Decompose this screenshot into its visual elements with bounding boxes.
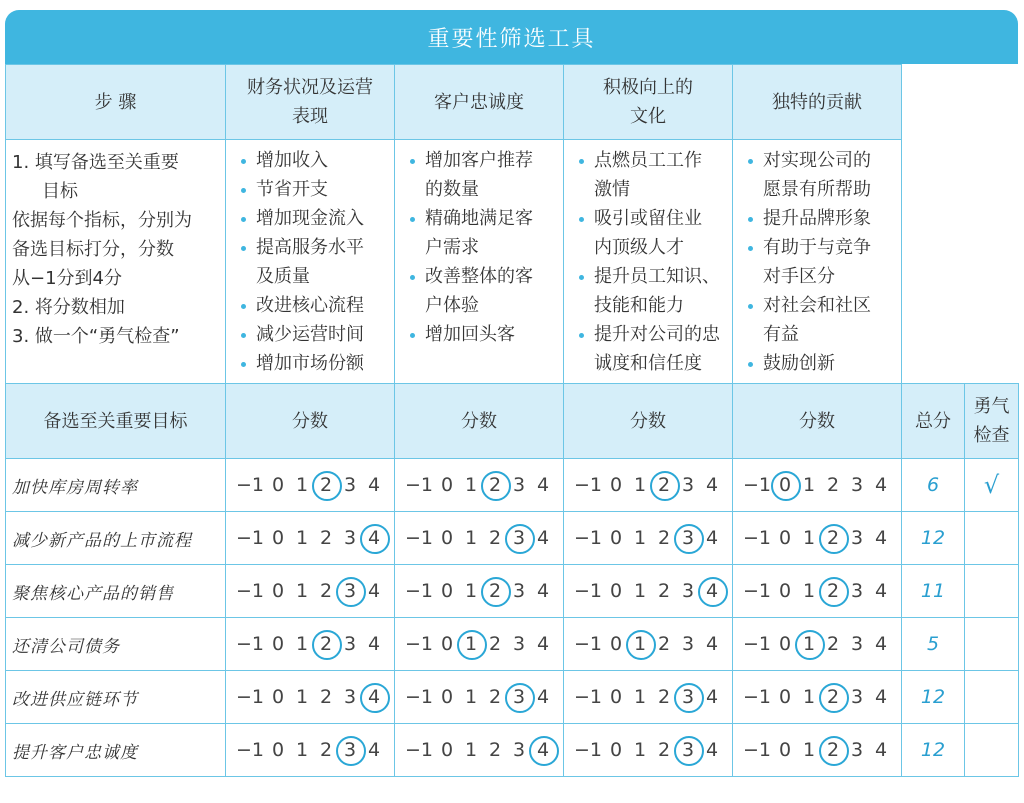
bullet-item: 节省开支 xyxy=(236,175,394,204)
courage-check-cell[interactable] xyxy=(965,565,1019,618)
score-option[interactable]: 3 xyxy=(681,633,695,655)
score-option[interactable]: 4 xyxy=(874,527,888,549)
bullets-loyalty xyxy=(395,140,564,384)
score-option-selected[interactable]: 4 xyxy=(531,739,555,761)
score-option[interactable]: 0 xyxy=(440,739,454,761)
score-option[interactable]: −1 xyxy=(235,739,264,761)
score-cell xyxy=(564,512,733,565)
score-option[interactable]: 1 xyxy=(464,580,478,602)
score-option[interactable]: 0 xyxy=(271,474,285,496)
score-option[interactable]: 1 xyxy=(464,686,478,708)
score-option[interactable]: 0 xyxy=(271,580,285,602)
courage-check-cell[interactable] xyxy=(965,724,1019,777)
score-option[interactable]: 4 xyxy=(874,633,888,655)
score-option[interactable]: 1 xyxy=(295,633,309,655)
total-cell: 12 xyxy=(902,671,965,724)
score-option[interactable]: 2 xyxy=(657,580,671,602)
score-rows xyxy=(6,459,1019,777)
bullet-item-continued: 愿景有所帮助 xyxy=(763,179,871,200)
score-option[interactable]: 3 xyxy=(850,527,864,549)
score-option[interactable]: 1 xyxy=(633,474,647,496)
score-scale xyxy=(733,686,901,708)
score-option-selected[interactable]: 4 xyxy=(362,686,386,708)
score-option[interactable]: 0 xyxy=(778,686,792,708)
score-cell xyxy=(226,724,395,777)
score-option[interactable]: 0 xyxy=(778,580,792,602)
score-option[interactable]: 1 xyxy=(633,580,647,602)
bullet-item: 提高服务水平 xyxy=(236,233,394,262)
bullet-item: 点燃员工工作 xyxy=(574,146,732,175)
score-option[interactable]: 1 xyxy=(464,739,478,761)
score-cell xyxy=(733,671,902,724)
score-option[interactable]: −1 xyxy=(404,633,433,655)
score-option-selected[interactable]: 4 xyxy=(362,527,386,549)
step-line: 备选目标打分，分数 xyxy=(12,239,174,260)
score-option[interactable]: 0 xyxy=(609,739,623,761)
score-option[interactable]: 1 xyxy=(295,739,309,761)
header-line: 表现 xyxy=(292,106,328,127)
score-option[interactable]: 1 xyxy=(802,739,816,761)
score-option-selected[interactable]: 4 xyxy=(700,580,724,602)
bullet-item: 增加收入 xyxy=(236,146,394,175)
score-scale xyxy=(564,580,732,602)
score-option[interactable]: 3 xyxy=(850,474,864,496)
courage-check-header xyxy=(965,384,1019,459)
score-option[interactable]: −1 xyxy=(235,527,264,549)
goal-cell: 还清公司债务 xyxy=(6,618,226,671)
score-option[interactable]: 4 xyxy=(536,633,550,655)
score-option[interactable]: 1 xyxy=(802,686,816,708)
step-line: 从−1分到4分 xyxy=(12,268,122,289)
bullet-item: 增加市场份额 xyxy=(236,349,394,378)
score-option[interactable]: 3 xyxy=(343,474,357,496)
steps-cell xyxy=(6,140,226,384)
score-scale xyxy=(564,527,732,549)
blank-area xyxy=(902,65,1019,384)
score-option[interactable]: 0 xyxy=(440,580,454,602)
screening-table xyxy=(5,64,1019,777)
score-option[interactable]: −1 xyxy=(404,580,433,602)
score-option[interactable]: 1 xyxy=(464,527,478,549)
header-line: 检查 xyxy=(973,425,1010,446)
score-cell xyxy=(395,512,564,565)
score-option[interactable]: 0 xyxy=(609,633,623,655)
score-cell xyxy=(395,671,564,724)
bullet-item: 精确地满足客 xyxy=(405,204,563,233)
score-option[interactable]: 3 xyxy=(512,739,526,761)
goal-cell: 改进供应链环节 xyxy=(6,671,226,724)
score-option[interactable]: 2 xyxy=(319,686,333,708)
score-option[interactable]: −1 xyxy=(235,474,264,496)
score-option[interactable]: 3 xyxy=(512,580,526,602)
score-cell xyxy=(226,459,395,512)
score-option-selected[interactable]: 0 xyxy=(773,474,797,496)
goal-cell: 提升客户忠诚度 xyxy=(6,724,226,777)
score-option[interactable]: 2 xyxy=(319,527,333,549)
score-option-selected[interactable]: 2 xyxy=(483,474,507,496)
score-scale xyxy=(564,474,732,496)
score-option[interactable]: −1 xyxy=(235,580,264,602)
score-option[interactable]: 1 xyxy=(295,580,309,602)
score-scale xyxy=(395,633,563,655)
bullet-item-continued: 有益 xyxy=(763,324,799,345)
score-option[interactable]: 2 xyxy=(488,739,502,761)
score-header: 分数 xyxy=(564,384,733,459)
score-option[interactable]: 3 xyxy=(850,580,864,602)
courage-check-cell[interactable] xyxy=(965,618,1019,671)
score-option-selected[interactable]: 3 xyxy=(676,686,700,708)
goal-cell: 加快库房周转率 xyxy=(6,459,226,512)
score-option[interactable]: 0 xyxy=(271,739,285,761)
score-header: 分数 xyxy=(733,384,902,459)
score-scale xyxy=(564,686,732,708)
score-option[interactable]: 4 xyxy=(536,686,550,708)
score-option[interactable]: 0 xyxy=(609,580,623,602)
score-option[interactable]: −1 xyxy=(573,580,602,602)
score-scale xyxy=(733,580,901,602)
score-scale xyxy=(226,527,394,549)
score-option[interactable]: 0 xyxy=(778,739,792,761)
score-option[interactable]: 0 xyxy=(778,633,792,655)
score-option[interactable]: 4 xyxy=(874,686,888,708)
score-cell xyxy=(733,724,902,777)
bullet-item: 改善整体的客 xyxy=(405,262,563,291)
total-cell: 5 xyxy=(902,618,965,671)
score-option[interactable]: 1 xyxy=(802,580,816,602)
score-option[interactable]: −1 xyxy=(404,527,433,549)
score-option[interactable]: 4 xyxy=(705,686,719,708)
bullet-item: 吸引或留住业 xyxy=(574,204,732,233)
header-line: 财务状况及运营 xyxy=(247,77,373,98)
bullet-item: 提升对公司的忠 xyxy=(574,320,732,349)
score-scale xyxy=(395,739,563,761)
score-option[interactable]: 4 xyxy=(874,739,888,761)
score-option[interactable]: 2 xyxy=(826,633,840,655)
score-scale xyxy=(395,527,563,549)
score-scale xyxy=(395,580,563,602)
score-option[interactable]: 0 xyxy=(778,527,792,549)
steps-header: 步 骤 xyxy=(6,65,226,140)
tool-title: 重要性筛选工具 xyxy=(5,10,1018,64)
score-option[interactable]: 0 xyxy=(440,686,454,708)
score-option[interactable]: 3 xyxy=(850,633,864,655)
bullet-item: 增加现金流入 xyxy=(236,204,394,233)
step-line: 依据每个指标，分别为 xyxy=(12,210,192,231)
score-option[interactable]: 2 xyxy=(488,633,502,655)
bullet-item: 对实现公司的 xyxy=(743,146,901,175)
bullets-culture xyxy=(564,140,733,384)
table-row xyxy=(6,724,1019,777)
score-scale xyxy=(226,739,394,761)
score-header: 分数 xyxy=(395,384,564,459)
score-option[interactable]: 4 xyxy=(874,474,888,496)
score-option[interactable]: 4 xyxy=(705,527,719,549)
score-scale xyxy=(733,527,901,549)
score-option[interactable]: 3 xyxy=(343,633,357,655)
score-option[interactable]: 3 xyxy=(512,633,526,655)
score-option[interactable]: 3 xyxy=(343,686,357,708)
bullet-item: 对社会和社区 xyxy=(743,291,901,320)
table-row xyxy=(6,618,1019,671)
score-option[interactable]: −1 xyxy=(235,633,264,655)
score-option[interactable]: −1 xyxy=(573,739,602,761)
table-row xyxy=(6,671,1019,724)
score-option[interactable]: 4 xyxy=(367,633,381,655)
score-option[interactable]: 2 xyxy=(657,739,671,761)
score-scale xyxy=(226,686,394,708)
bullet-item-continued: 及质量 xyxy=(256,266,310,287)
score-option[interactable]: −1 xyxy=(742,580,771,602)
score-option-selected[interactable]: 3 xyxy=(676,739,700,761)
score-scale xyxy=(733,739,901,761)
score-cell xyxy=(395,724,564,777)
bullet-item-continued: 对手区分 xyxy=(763,266,835,287)
score-option[interactable]: −1 xyxy=(742,633,771,655)
score-option[interactable]: 4 xyxy=(536,527,550,549)
courage-check-cell[interactable] xyxy=(965,512,1019,565)
score-cell xyxy=(564,671,733,724)
bullet-item: 减少运营时间 xyxy=(236,320,394,349)
header-line: 文化 xyxy=(630,106,666,127)
score-option[interactable]: 0 xyxy=(271,633,285,655)
score-header-row xyxy=(6,384,1019,459)
score-cell xyxy=(226,512,395,565)
criteria-header-row xyxy=(6,65,1019,140)
score-option[interactable]: 4 xyxy=(536,580,550,602)
score-option[interactable]: −1 xyxy=(404,474,433,496)
score-option[interactable]: 1 xyxy=(633,527,647,549)
criteria-header-loyalty: 客户忠诚度 xyxy=(395,65,564,140)
score-cell xyxy=(564,459,733,512)
score-option[interactable]: 3 xyxy=(681,580,695,602)
header-line: 积极向上的 xyxy=(603,77,693,98)
score-option-selected[interactable]: 2 xyxy=(314,633,338,655)
score-option[interactable]: −1 xyxy=(573,527,602,549)
score-option[interactable]: 4 xyxy=(705,633,719,655)
score-option[interactable]: 4 xyxy=(536,474,550,496)
score-option-selected[interactable]: 3 xyxy=(676,527,700,549)
score-option[interactable]: 1 xyxy=(295,527,309,549)
score-cell xyxy=(395,565,564,618)
score-option[interactable]: 0 xyxy=(440,633,454,655)
score-option[interactable]: −1 xyxy=(742,739,771,761)
bullet-item: 提升员工知识、 xyxy=(574,262,732,291)
score-option[interactable]: −1 xyxy=(573,633,602,655)
score-option[interactable]: 1 xyxy=(633,686,647,708)
score-option[interactable]: 0 xyxy=(271,527,285,549)
score-cell xyxy=(733,565,902,618)
score-option[interactable]: 2 xyxy=(826,474,840,496)
bullet-item-continued: 户体验 xyxy=(425,295,479,316)
score-option-selected[interactable]: 2 xyxy=(821,686,845,708)
score-option[interactable]: 4 xyxy=(367,739,381,761)
total-cell: 6 xyxy=(902,459,965,512)
score-cell xyxy=(733,618,902,671)
score-option[interactable]: 1 xyxy=(295,686,309,708)
score-option-selected[interactable]: 3 xyxy=(338,580,362,602)
score-cell xyxy=(226,671,395,724)
score-option-selected[interactable]: 2 xyxy=(821,739,845,761)
score-option[interactable]: 0 xyxy=(440,474,454,496)
score-header: 分数 xyxy=(226,384,395,459)
score-option[interactable]: 1 xyxy=(802,474,816,496)
score-option[interactable]: 2 xyxy=(488,686,502,708)
score-scale xyxy=(226,633,394,655)
total-cell: 11 xyxy=(902,565,965,618)
score-option[interactable]: 0 xyxy=(609,527,623,549)
criteria-body-row xyxy=(6,140,1019,384)
score-cell xyxy=(733,459,902,512)
score-option-selected[interactable]: 1 xyxy=(459,633,483,655)
bullet-item: 改进核心流程 xyxy=(236,291,394,320)
goal-cell: 聚焦核心产品的销售 xyxy=(6,565,226,618)
score-cell xyxy=(733,512,902,565)
score-option-selected[interactable]: 2 xyxy=(314,474,338,496)
score-option[interactable]: 0 xyxy=(609,686,623,708)
score-option[interactable]: −1 xyxy=(404,739,433,761)
total-header: 总分 xyxy=(902,384,965,459)
score-cell xyxy=(226,565,395,618)
score-option[interactable]: −1 xyxy=(573,686,602,708)
score-scale xyxy=(395,474,563,496)
header-line: 勇气 xyxy=(973,396,1010,417)
bullet-item: 提升品牌形象 xyxy=(743,204,901,233)
score-option[interactable]: 3 xyxy=(850,686,864,708)
score-option[interactable]: 1 xyxy=(633,739,647,761)
step-line: 1. 填写备选至关重要 xyxy=(12,152,179,173)
score-option[interactable]: 3 xyxy=(512,474,526,496)
score-option[interactable]: 2 xyxy=(488,527,502,549)
score-option[interactable]: 3 xyxy=(681,474,695,496)
criteria-header-financial xyxy=(226,65,395,140)
score-option[interactable]: −1 xyxy=(404,686,433,708)
score-option[interactable]: −1 xyxy=(742,527,771,549)
bullet-item: 增加客户推荐 xyxy=(405,146,563,175)
score-option[interactable]: 0 xyxy=(609,474,623,496)
score-option[interactable]: 0 xyxy=(271,686,285,708)
score-option[interactable]: 2 xyxy=(657,686,671,708)
score-option-selected[interactable]: 2 xyxy=(652,474,676,496)
score-option-selected[interactable]: 1 xyxy=(797,633,821,655)
score-option[interactable]: 1 xyxy=(295,474,309,496)
criteria-header-contribution: 独特的贡献 xyxy=(733,65,902,140)
score-option[interactable]: 1 xyxy=(464,474,478,496)
score-cell xyxy=(395,459,564,512)
goal-cell: 减少新产品的上市流程 xyxy=(6,512,226,565)
score-cell xyxy=(226,618,395,671)
bullet-item-continued: 的数量 xyxy=(425,179,479,200)
table-row xyxy=(6,459,1019,512)
bullet-item-continued: 内顶级人才 xyxy=(594,237,684,258)
score-option[interactable]: 3 xyxy=(343,527,357,549)
score-option[interactable]: 3 xyxy=(850,739,864,761)
bullet-item: 有助于与竞争 xyxy=(743,233,901,262)
score-scale xyxy=(226,474,394,496)
score-scale xyxy=(564,739,732,761)
courage-check-cell[interactable]: √ xyxy=(965,459,1019,512)
bullet-item: 增加回头客 xyxy=(405,320,563,349)
score-option[interactable]: 2 xyxy=(319,580,333,602)
step-line: 2. 将分数相加 xyxy=(12,297,125,318)
total-cell: 12 xyxy=(902,724,965,777)
bullet-item-continued: 户需求 xyxy=(425,237,479,258)
score-option-selected[interactable]: 3 xyxy=(507,686,531,708)
bullet-item-continued: 激情 xyxy=(594,179,630,200)
score-option[interactable]: 4 xyxy=(705,739,719,761)
bullet-item-continued: 技能和能力 xyxy=(594,295,684,316)
score-option[interactable]: 2 xyxy=(657,633,671,655)
score-option-selected[interactable]: 1 xyxy=(628,633,652,655)
score-cell xyxy=(395,618,564,671)
criteria-header-culture xyxy=(564,65,733,140)
bullets-contribution xyxy=(733,140,902,384)
score-cell xyxy=(564,724,733,777)
courage-check-cell[interactable] xyxy=(965,671,1019,724)
score-option[interactable]: 4 xyxy=(367,580,381,602)
score-cell xyxy=(564,618,733,671)
score-option[interactable]: −1 xyxy=(742,686,771,708)
score-option[interactable]: 4 xyxy=(705,474,719,496)
step-line: 目标 xyxy=(42,181,78,202)
step-line: 3. 做一个“勇气检查” xyxy=(12,326,180,347)
table-row xyxy=(6,512,1019,565)
goal-header: 备选至关重要目标 xyxy=(6,384,226,459)
total-cell: 12 xyxy=(902,512,965,565)
score-scale xyxy=(395,686,563,708)
table-row xyxy=(6,565,1019,618)
score-option[interactable]: −1 xyxy=(235,686,264,708)
score-option[interactable]: 1 xyxy=(802,527,816,549)
score-option[interactable]: −1 xyxy=(573,474,602,496)
bullet-item-continued: 诚度和信任度 xyxy=(594,353,702,374)
score-option[interactable]: 2 xyxy=(657,527,671,549)
score-option[interactable]: −1 xyxy=(742,474,771,496)
screening-tool xyxy=(5,10,1018,780)
score-option-selected[interactable]: 3 xyxy=(338,739,362,761)
bullets-financial xyxy=(226,140,395,384)
score-option-selected[interactable]: 2 xyxy=(821,527,845,549)
bullet-item: 鼓励创新 xyxy=(743,349,901,378)
score-option[interactable]: 2 xyxy=(319,739,333,761)
score-option[interactable]: 0 xyxy=(440,527,454,549)
score-scale xyxy=(226,580,394,602)
score-scale xyxy=(733,633,901,655)
score-scale xyxy=(564,633,732,655)
score-option-selected[interactable]: 2 xyxy=(483,580,507,602)
score-option-selected[interactable]: 3 xyxy=(507,527,531,549)
score-option[interactable]: 4 xyxy=(874,580,888,602)
score-scale xyxy=(733,474,901,496)
score-cell xyxy=(564,565,733,618)
score-option[interactable]: 4 xyxy=(367,474,381,496)
score-option-selected[interactable]: 2 xyxy=(821,580,845,602)
